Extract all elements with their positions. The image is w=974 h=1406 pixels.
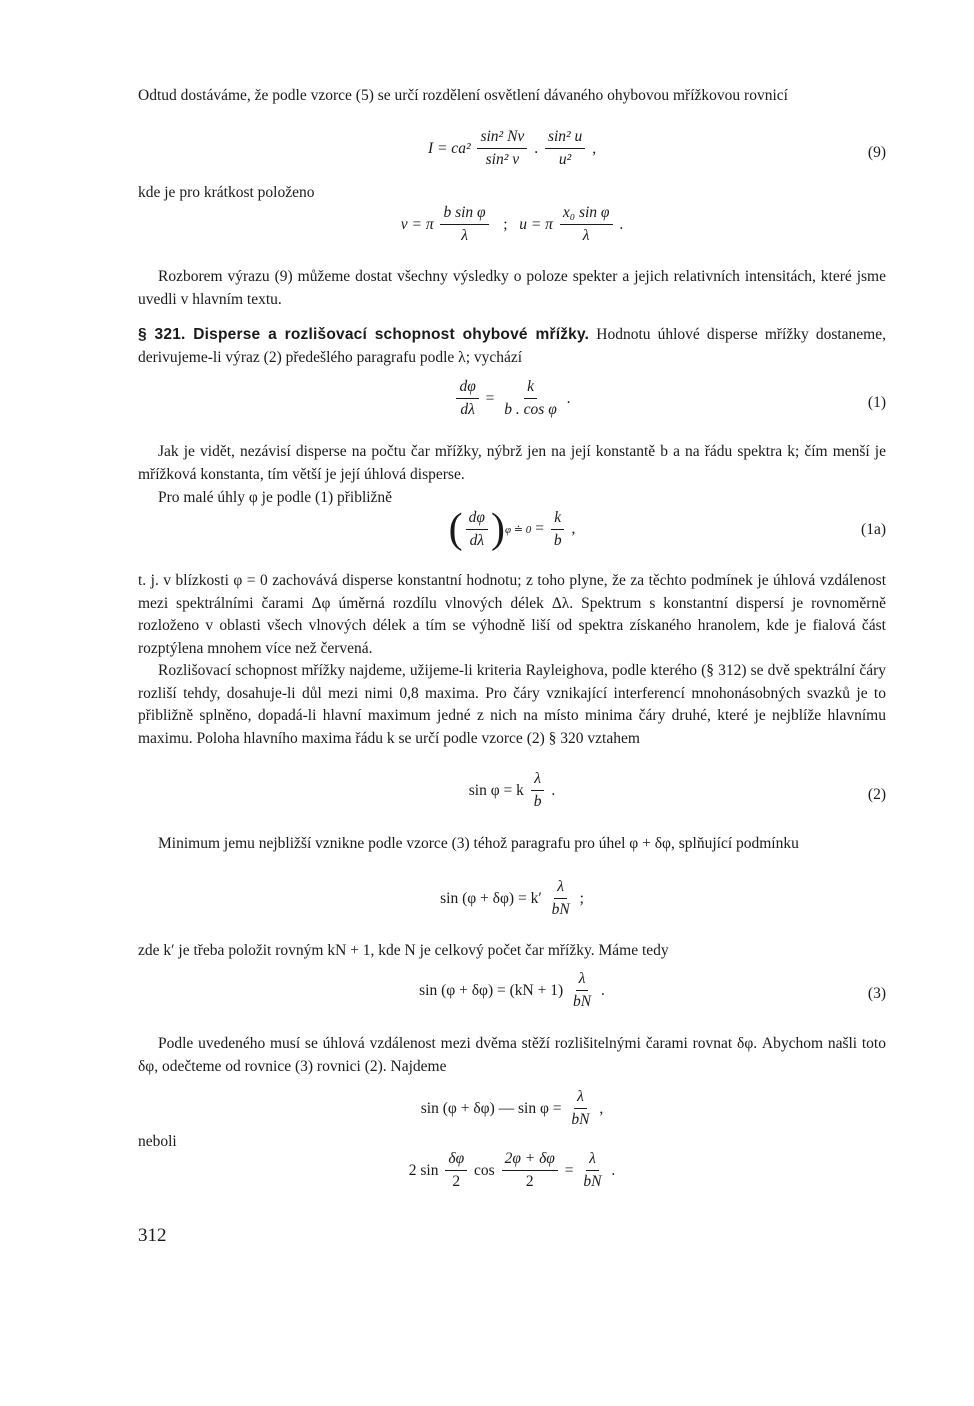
eq2-fraction bbox=[531, 770, 545, 811]
paragraph-rozlisovaci: Rozlišovací schopnost mřížky najdeme, užijeme-li kriteria Rayleighova, podle kterého (§ 312) se dvě spektrální čáry rozliší tehdy, dosahuje-li důl mezi nimi 0,8 maxima. Pro čáry vznikající interferencí mnohonásobných svazků je to přibližně splněno, dopadá-li hlavní maximum jedné z nich na místo minima čáry druhé, které je nejblíže hlavnímu maximu. Poloha hlavního maxima řádu k se určí podle vzorce (2) § 320 vztahem bbox=[138, 662, 886, 747]
eqk-fraction bbox=[549, 878, 573, 919]
eq3-fraction bbox=[570, 970, 594, 1011]
eq1-equals: = bbox=[481, 389, 499, 407]
eq1-fraction-1 bbox=[456, 378, 478, 419]
eq9-fraction-1 bbox=[477, 128, 527, 169]
eq-v-num: b sin φ bbox=[440, 204, 488, 225]
paragraph-jak-je-videt: Jak je vidět, nezávisí disperse na počtu čar mřížky, nýbrž jen na její konstantě b a na řádu spektra k; čím menší je mřížková konstanta, tím větší je její úhlová disperse. bbox=[138, 443, 886, 483]
eq1-f1-num: dφ bbox=[456, 378, 478, 399]
eq3-tail: . bbox=[597, 981, 605, 999]
eq2-num: λ bbox=[531, 770, 544, 791]
eqf-f1-num: δφ bbox=[445, 1150, 467, 1171]
eq9-lhs: I = ca² bbox=[427, 139, 475, 157]
eq1a-open-paren: ( bbox=[448, 506, 463, 552]
eqf-f1-den: 2 bbox=[452, 1173, 461, 1190]
eq1a-fraction-1 bbox=[466, 509, 488, 550]
eqf-tail: . bbox=[607, 1161, 616, 1179]
eq9-tail: , bbox=[588, 139, 597, 157]
eqd-fraction bbox=[568, 1088, 592, 1129]
eq9-f2-den: u² bbox=[558, 151, 572, 168]
eqf-f3-den: bN bbox=[583, 1173, 602, 1190]
page-number: 312 bbox=[138, 1225, 167, 1246]
eqd-num: λ bbox=[574, 1088, 587, 1109]
paragraph-v-blizkosti: t. j. v blízkosti φ = 0 zachovává disperse konstantní hodnotu; z toho plyne, že za těchto podmínek je úhlová vzdálenost mezi spektrálními čarami Δφ úměrná rozdílu vlnových délek Δλ. Spektrum s konstantní dispersí je rovnoměrně rozloženo v oblasti všech vlnových délek a tím se výhodně liší od spektra získaného hranolem, kde je fialová část rozptýlena mnohem více než červená. bbox=[138, 572, 886, 657]
eqd-lhs: sin (φ + δφ) — sin φ = bbox=[420, 1099, 566, 1117]
eqf-fraction-2 bbox=[502, 1150, 558, 1191]
eqk-lhs: sin (φ + δφ) = k′ bbox=[440, 889, 546, 907]
eqf-equals: = bbox=[560, 1161, 578, 1179]
eq-v-lhs: v = π bbox=[400, 215, 438, 233]
eqf-f2-den: 2 bbox=[525, 1173, 534, 1190]
eqk-den: bN bbox=[551, 901, 570, 918]
equation-v-u bbox=[138, 204, 886, 245]
section-321 bbox=[138, 324, 886, 369]
eqf-fraction-3 bbox=[580, 1150, 604, 1191]
eqf-f2-num: 2φ + δφ bbox=[502, 1150, 558, 1171]
eq-v-den: λ bbox=[461, 227, 468, 244]
eq2-lhs: sin φ = k bbox=[468, 781, 528, 799]
eq-vu-tail: . bbox=[615, 215, 624, 233]
eq9-f1-num: sin² Nv bbox=[477, 128, 527, 149]
equation-2 bbox=[138, 770, 886, 811]
eq2-den: b bbox=[533, 793, 542, 810]
eq-u-num: x₀ sin φ bbox=[560, 204, 613, 225]
eq1-f2-den: b . cos φ bbox=[504, 401, 557, 418]
equation-final bbox=[138, 1150, 886, 1191]
eqd-den: bN bbox=[571, 1111, 590, 1128]
eq-u-fraction bbox=[560, 204, 613, 245]
eq1-f2-num: k bbox=[524, 378, 537, 399]
equation-number-9: (9) bbox=[867, 144, 886, 161]
eq1a-close-paren: ) bbox=[491, 506, 505, 552]
equation-1a bbox=[138, 508, 886, 550]
equation-number-1: (1) bbox=[867, 394, 886, 411]
paragraph-neboli: neboli bbox=[138, 1133, 177, 1150]
paragraph-rozborem: Rozborem výrazu (9) můžeme dostat všechny výsledky o poloze spekter a jejich relativních intensitách, které jsme uvedli v hlavním textu. bbox=[138, 268, 886, 308]
eq1a-tail: , bbox=[567, 520, 576, 537]
eq1-fraction-2 bbox=[501, 378, 560, 419]
eq-v-fraction bbox=[440, 204, 488, 245]
eq3-den: bN bbox=[573, 993, 592, 1010]
equation-number-3: (3) bbox=[867, 985, 886, 1002]
equation-number-2: (2) bbox=[867, 786, 886, 803]
paragraph-minimum: Minimum jemu nejbližší vznikne podle vzorce (3) téhož paragrafu pro úhel φ + δφ, splňující podmínku bbox=[158, 835, 799, 852]
eq1-tail: . bbox=[562, 389, 571, 407]
eq1a-equals: = bbox=[531, 520, 548, 537]
eq9-f2-num: sin² u bbox=[545, 128, 585, 149]
eqf-cos: cos bbox=[470, 1161, 499, 1179]
eq1-f1-den: dλ bbox=[460, 401, 475, 418]
eq1a-f1-num: dφ bbox=[466, 509, 488, 530]
paragraph-intro: Odtud dostáváme, že podle vzorce (5) se určí rozdělení osvětlení dávaného ohybovou mřížkovou rovnicí bbox=[138, 87, 788, 104]
paragraph-kde: kde je pro krátkost položeno bbox=[138, 184, 315, 201]
eqk-tail: ; bbox=[575, 889, 584, 907]
eq3-num: λ bbox=[576, 970, 589, 991]
paragraph-zde: zde k′ je třeba položit rovným kN + 1, kde N je celkový počet čar mřížky. Máme tedy bbox=[138, 942, 669, 959]
eq1a-f2-num: k bbox=[551, 509, 564, 530]
section-text: Hodnotu úhlové disperse mřížky dostaneme, derivujeme-li výraz (2) předešlého paragrafu podle λ; vychází bbox=[138, 326, 886, 366]
eq-vu-separator: ; bbox=[491, 215, 520, 233]
eqf-f3-num: λ bbox=[586, 1150, 599, 1171]
eq2-tail: . bbox=[547, 781, 556, 799]
equation-number-1a: (1a) bbox=[861, 521, 886, 538]
equation-3 bbox=[138, 970, 886, 1011]
equation-difference bbox=[138, 1088, 886, 1129]
eq1a-fraction-2 bbox=[551, 509, 565, 550]
eq3-lhs: sin (φ + δφ) = (kN + 1) bbox=[419, 981, 567, 999]
eq9-fraction-2 bbox=[545, 128, 585, 169]
eqf-fraction-1 bbox=[445, 1150, 467, 1191]
equation-k-prime bbox=[138, 878, 886, 919]
eqk-num: λ bbox=[554, 878, 567, 899]
eq9-dot: . bbox=[530, 139, 542, 157]
eq1a-f1-den: dλ bbox=[469, 531, 485, 549]
equation-1 bbox=[138, 378, 886, 419]
section-heading: § 321. Disperse a rozlišovací schopnost ohybové mřížky. bbox=[138, 326, 590, 343]
eq9-f1-den: sin² v bbox=[485, 151, 520, 168]
equation-9 bbox=[138, 128, 886, 169]
eq1a-f2-den: b bbox=[553, 531, 562, 549]
eqf-lhs: 2 sin bbox=[408, 1161, 443, 1179]
paragraph-pro-male-uhly: Pro malé úhly φ je podle (1) přibližně bbox=[158, 489, 393, 506]
eqd-tail: , bbox=[595, 1099, 604, 1117]
paragraph-podle-uvedeneho: Podle uvedeného musí se úhlová vzdálenost mezi dvěma stěží rozlišitelnými čarami rovnat δφ. Abychom našli toto δφ, odečteme od rovnice (3) rovnici (2). Najdeme bbox=[138, 1035, 886, 1075]
eq1a-subscript: φ ≐ 0 bbox=[505, 523, 532, 536]
eq-u-lhs: u = π bbox=[519, 215, 557, 233]
eq-u-den: λ bbox=[582, 227, 590, 244]
